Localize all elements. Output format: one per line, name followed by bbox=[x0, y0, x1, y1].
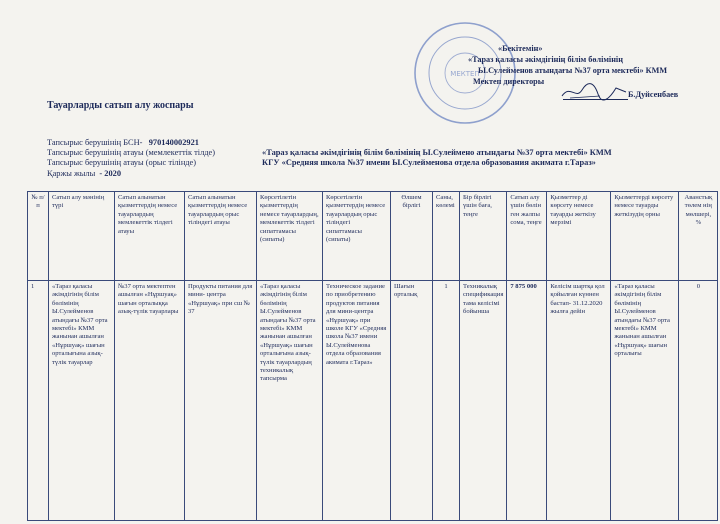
approval-signer: Б.Дуйсенбаев bbox=[628, 90, 679, 99]
name-kz-value: «Тараз қаласы әкімдігінің білім бөлімінің Ы.Сулеймено атындағы №37 орта мектебі» КММ bbox=[262, 148, 612, 157]
row-number-cell: 1 bbox=[28, 281, 49, 521]
svg-text:МЕКТЕП: МЕКТЕП bbox=[450, 70, 480, 78]
description-ru-cell: Техническое задание по приобретению продуктов питания для мини-центра «Нұршуақ» при школе КГУ «Средняя школа №37 имени Ы.Сулейменова отдела образования акимата г.Тараз» bbox=[323, 281, 391, 521]
year-line bbox=[47, 169, 121, 178]
header-cell: Көрсетілетін қызметтердің немесе тауарлардың, мемлекеттік тілдегі сипаттамасы (сипаты) bbox=[257, 192, 323, 281]
header-cell: Аванстық төлем нің мөлшері, % bbox=[679, 192, 718, 281]
name-ru-label: Тапсырыс берушінің атауы (орыс тілінде) bbox=[47, 158, 197, 167]
bin-line bbox=[47, 138, 199, 147]
procurement-table bbox=[27, 191, 718, 521]
table-header-row bbox=[28, 192, 718, 281]
advance-payment-cell: 0 bbox=[679, 281, 718, 521]
page-title: Тауарларды сатып алу жоспары bbox=[47, 100, 194, 111]
table-row bbox=[28, 281, 718, 521]
header-cell: Сатып алу үшін бөлін ген жалпы сома, теңге bbox=[507, 192, 547, 281]
year-value: - 2020 bbox=[99, 169, 122, 178]
header-cell: Қызметтерді көрсету немесе тауарды жеткізудің орны bbox=[611, 192, 679, 281]
name-kz-cell: №37 орта мектептен ашылған «Нұршуақ» шағын орталыққа азық-түлік тауарлары bbox=[115, 281, 185, 521]
signature-line bbox=[563, 99, 628, 100]
header-cell: № п/п bbox=[28, 192, 49, 281]
purchase-type-cell: «Тараз қаласы әкімдігінің білім бөлімінің Ы.Сулейменов атындағы №37 орта мектебі» КММ жанынан ашылған «Нұршуақ» шағын орталығына азық-түлік тауарлар bbox=[49, 281, 115, 521]
header-cell: Сатып алынатын қызметтердің немесе тауарлардың мемлекеттік тілдегі атауы bbox=[115, 192, 185, 281]
unit-price-cell: Техникалық спецификация тама келісімі бойынша bbox=[460, 281, 507, 521]
delivery-place-cell: «Тараз қаласы әкімдігінің білім бөлімінің Ы.Сулейменов атындағы №37 орта мектебі» КММ жанынан ашылған «Нұршуақ» шағын орталығы bbox=[611, 281, 679, 521]
description-kz-cell: «Тараз қаласы әкімдігінің білім бөлімінің Ы.Сулейменов атындағы №37 орта мектебі» КММ жанынан ашылған «Нұршуақ» шағын орталығына азық-түлік тауарлардың техникалық тапсырма bbox=[257, 281, 323, 521]
header-cell: Өлшем бірлігі bbox=[391, 192, 433, 281]
header-cell: Саны, көлемі bbox=[433, 192, 460, 281]
header-cell: Сатып алу мәнінің түрі bbox=[49, 192, 115, 281]
total-amount-cell: 7 875 000 bbox=[507, 281, 547, 521]
approval-line-1: «Тараз қаласы әкімдігінің білім бөлімінің bbox=[468, 55, 623, 64]
quantity-cell: 1 bbox=[433, 281, 460, 521]
delivery-term-cell: Келісім шартқа қол қойылған күннен бастап- 31.12.2020 жылға дейін bbox=[547, 281, 611, 521]
approval-title: «Бекітемін» bbox=[498, 44, 543, 53]
header-cell: Сатып алынатын қызметтердің немесе тауарлардың орыс тіліндегі атауы bbox=[185, 192, 257, 281]
year-label: Қаржы жылы bbox=[47, 169, 96, 178]
name-kz-label: Тапсырыс берушінің атауы (мемлекеттік тілде) bbox=[47, 148, 216, 157]
bin-value: 970140002921 bbox=[148, 138, 199, 147]
header-cell: Бір бірлігі үшін баға, теңге bbox=[460, 192, 507, 281]
unit-cell: Шағын орталық bbox=[391, 281, 433, 521]
header-cell: Көрсетілетін қызметтердің немесе тауарлардың орыс тіліндегі сипаттамасы (сипаты) bbox=[323, 192, 391, 281]
approval-line-2: Ы.Сулейменов атындағы №37 орта мектебі» КММ bbox=[478, 66, 668, 75]
approval-line-3: Мектеп директоры bbox=[473, 77, 545, 86]
bin-label: Тапсырыс берушінің БСН- bbox=[47, 138, 143, 147]
name-ru-value: КГУ «Средняя школа №37 имени Ы.Сулейменова отдела образования акимата г.Тараз» bbox=[262, 158, 596, 167]
header-cell: Қызметтер ді көрсету немесе тауарды жеткізу мерзімі bbox=[547, 192, 611, 281]
name-ru-cell: Продукты питания для мини- центра «Нұршуақ» при сш № 37 bbox=[185, 281, 257, 521]
